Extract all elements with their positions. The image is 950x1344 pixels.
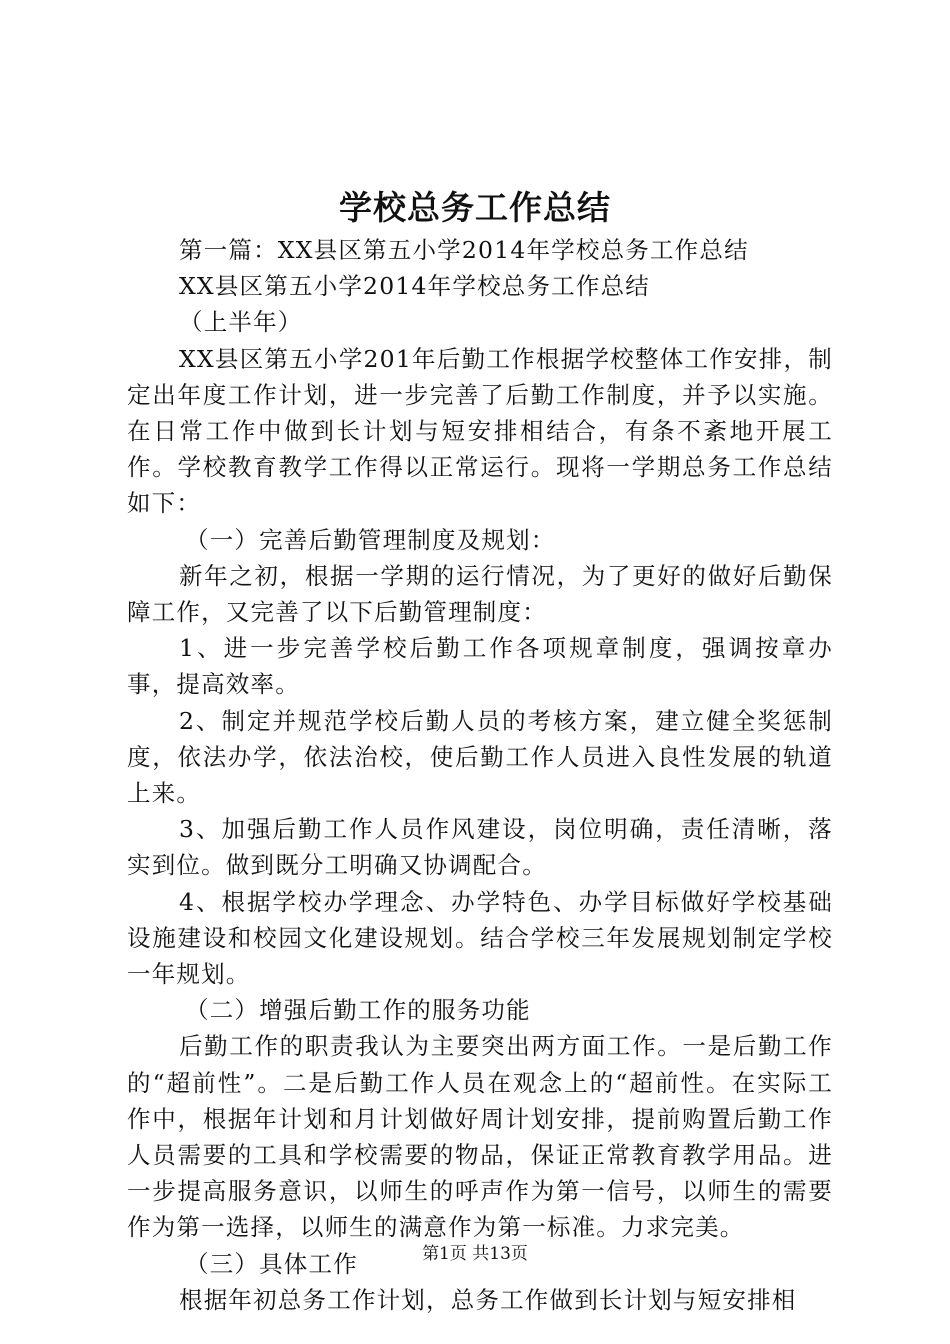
document-body [127,232,833,1318]
heading-part-three: （三）具体工作 [185,1249,358,1278]
paragraph-intro: XX县区第五小学201年后勤工作根据学校整体工作安排，制定出年度工作计划，进一步完善了后勤工作制度，并予以实施。在日常工作中做到长计划与短安排相结合，有条不紊地开展工作。学校教育教学工作得以正常运行。现将一学期总务工作总结如下： [127,344,833,518]
paragraph-specific-work: 根据年初总务工作计划，总务工作做到长计划与短安排相 [179,1285,797,1314]
paragraph-half-year: （上半年） [179,308,303,337]
paragraph-section-heading: 第一篇：XX县区第五小学2014年学校总务工作总结 [179,236,749,264]
list-item-4: 4、根据学校办学理念、办学特色、办学目标做好学校基础设施建设和校园文化建设规划。结合学校三年发展规划制定学校一年规划。 [127,887,833,989]
list-item-1: 1、进一步完善学校后勤工作各项规章制度，强调按章办事，提高效率。 [127,634,833,699]
heading-part-one: （一）完善后勤管理制度及规划： [185,525,556,554]
heading-part-two: （二）增强后勤工作的服务功能 [185,996,531,1025]
paragraph-service: 后勤工作的职责我认为主要突出两方面工作。一是后勤工作的“超前性”。二是后勤工作人员在观念上的“超前性。在实际工作中，根据年计划和月计划做好周计划安排，提前购置后勤工作人员需要的工具和学校需要的物品，保证正常教育教学用品。进一步提高服务意识，以师生的呼声作为第一信号，以师生的需要作为第一选择，以师生的满意作为第一标准。力求完美。 [127,1032,833,1242]
paragraph-new-year: 新年之初，根据一学期的运行情况，为了更好的做好后勤保障工作，又完善了以下后勤管理制度： [127,561,833,627]
list-item-2: 2、制定并规范学校后勤人员的考核方案，建立健全奖惩制度，依法办学，依法治校，使后勤工作人员进入良性发展的轨道上来。 [127,706,833,808]
page-number-footer: 第1页 共13页 [422,1244,528,1264]
list-item-3: 3、加强后勤工作人员作风建设，岗位明确，责任清晰，落实到位。做到既分工明确又协调配合。 [127,815,833,880]
paragraph-subtitle: XX县区第五小学2014年学校总务工作总结 [179,272,650,301]
document-title: 学校总务工作总结 [339,188,611,227]
